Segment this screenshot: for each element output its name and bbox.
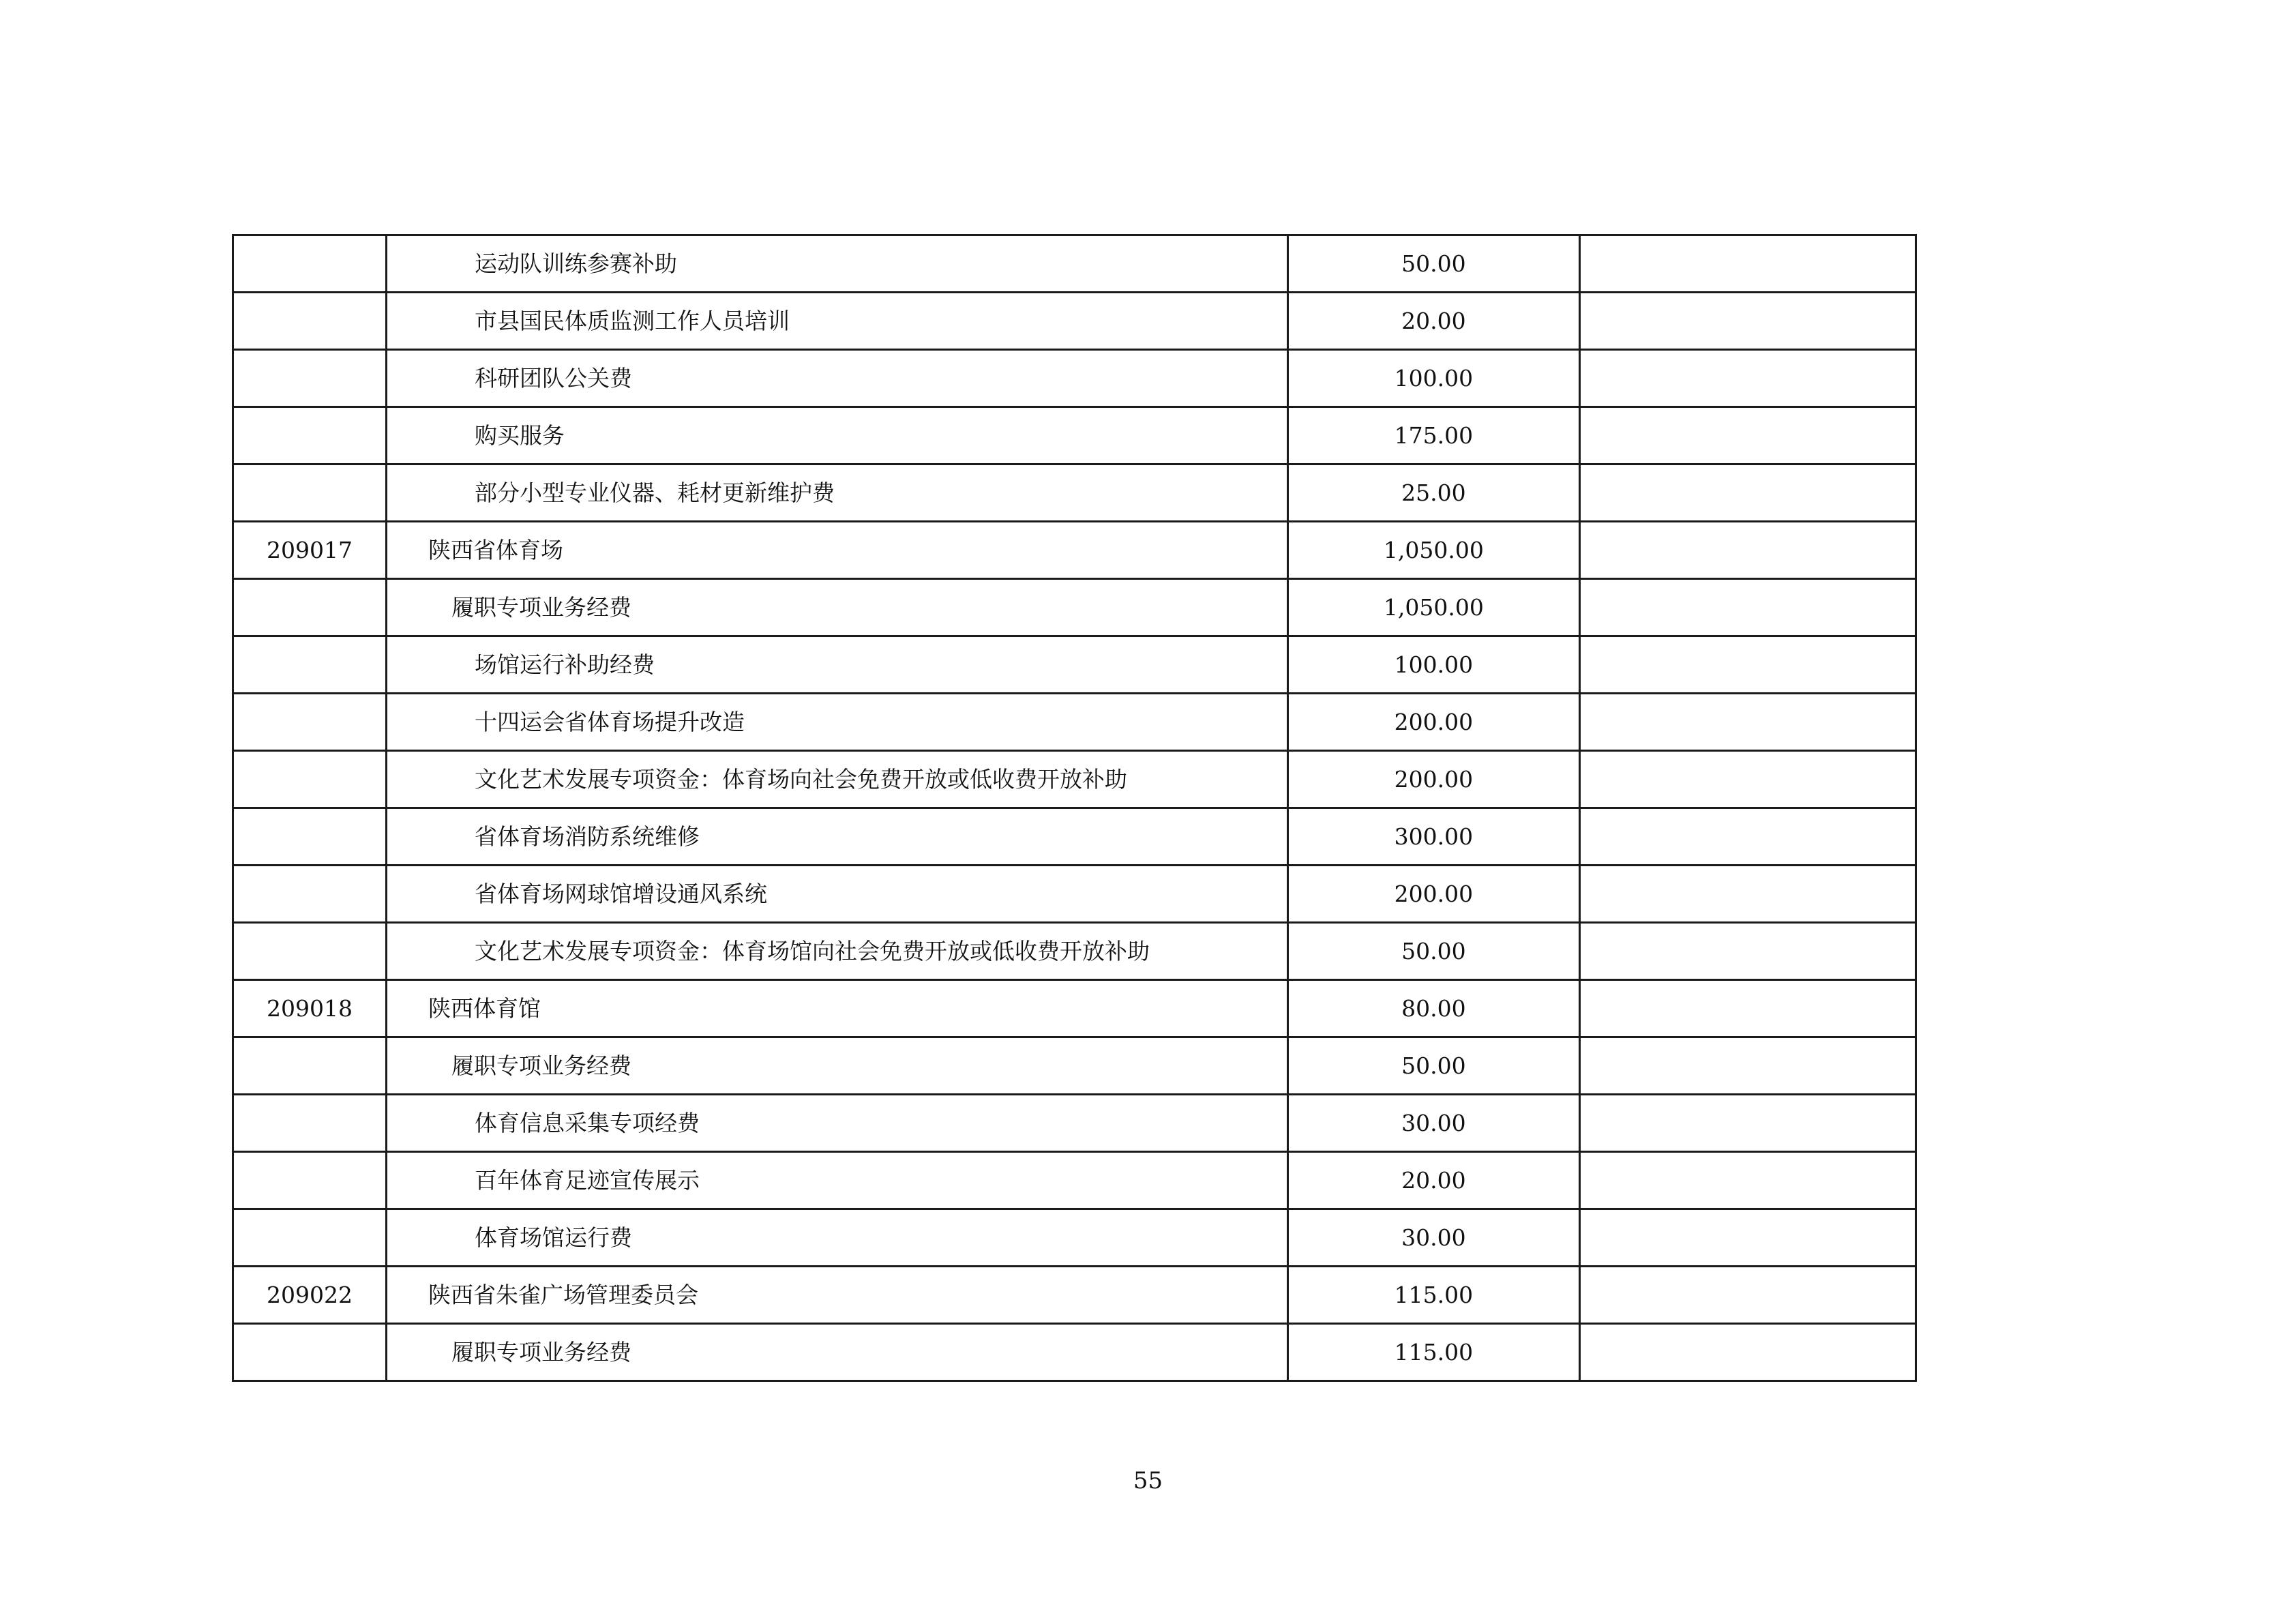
amount-cell: 100.00 [1287, 350, 1579, 407]
note-cell [1579, 1152, 1915, 1209]
table-row [233, 923, 1916, 980]
table-row [233, 1152, 1916, 1209]
account-code-cell [233, 808, 387, 866]
note-cell [1579, 1209, 1915, 1267]
table-row [233, 293, 1916, 350]
account-code-cell [233, 350, 387, 407]
account-code-cell [233, 1095, 387, 1152]
item-name-cell: 运动队训练参赛补助 [387, 235, 1288, 293]
amount-cell: 80.00 [1287, 980, 1579, 1037]
table-row [233, 980, 1916, 1037]
note-cell [1579, 579, 1915, 636]
note-cell [1579, 522, 1915, 579]
amount-cell: 175.00 [1287, 407, 1579, 464]
note-cell [1579, 350, 1915, 407]
item-name-cell: 百年体育足迹宣传展示 [387, 1152, 1288, 1209]
table-row [233, 1209, 1916, 1267]
account-code-cell [233, 1209, 387, 1267]
table-row [233, 350, 1916, 407]
item-name-cell: 履职专项业务经费 [387, 1324, 1288, 1381]
table-row [233, 522, 1916, 579]
item-name-cell: 履职专项业务经费 [387, 579, 1288, 636]
note-cell [1579, 235, 1915, 293]
item-name-cell: 陕西体育馆 [387, 980, 1288, 1037]
note-cell [1579, 636, 1915, 694]
account-code-cell [233, 1037, 387, 1095]
note-cell [1579, 694, 1915, 751]
table-row [233, 579, 1916, 636]
item-name-cell: 体育场馆运行费 [387, 1209, 1288, 1267]
note-cell [1579, 1267, 1915, 1324]
table-row [233, 235, 1916, 293]
item-name-cell: 省体育场消防系统维修 [387, 808, 1288, 866]
table-row [233, 751, 1916, 808]
note-cell [1579, 1037, 1915, 1095]
note-cell [1579, 980, 1915, 1037]
amount-cell: 25.00 [1287, 464, 1579, 522]
item-name-cell: 体育信息采集专项经费 [387, 1095, 1288, 1152]
note-cell [1579, 866, 1915, 923]
table-row [233, 694, 1916, 751]
amount-cell: 50.00 [1287, 923, 1579, 980]
note-cell [1579, 808, 1915, 866]
amount-cell: 1,050.00 [1287, 579, 1579, 636]
amount-cell: 30.00 [1287, 1095, 1579, 1152]
note-cell [1579, 751, 1915, 808]
item-name-cell: 十四运会省体育场提升改造 [387, 694, 1288, 751]
account-code-cell [233, 235, 387, 293]
amount-cell: 20.00 [1287, 293, 1579, 350]
item-name-cell: 部分小型专业仪器、耗材更新维护费 [387, 464, 1288, 522]
item-name-cell: 购买服务 [387, 407, 1288, 464]
amount-cell: 115.00 [1287, 1267, 1579, 1324]
account-code-cell [233, 293, 387, 350]
amount-cell: 50.00 [1287, 235, 1579, 293]
table-body [233, 235, 1916, 1381]
note-cell [1579, 1324, 1915, 1381]
table-row [233, 866, 1916, 923]
table-row [233, 407, 1916, 464]
item-name-cell: 市县国民体质监测工作人员培训 [387, 293, 1288, 350]
note-cell [1579, 923, 1915, 980]
table-row [233, 1324, 1916, 1381]
account-code-cell: 209018 [233, 980, 387, 1037]
table-row [233, 1037, 1916, 1095]
item-name-cell: 陕西省朱雀广场管理委员会 [387, 1267, 1288, 1324]
account-code-cell [233, 1324, 387, 1381]
amount-cell: 115.00 [1287, 1324, 1579, 1381]
table-row [233, 1267, 1916, 1324]
amount-cell: 200.00 [1287, 866, 1579, 923]
item-name-cell: 文化艺术发展专项资金：体育场向社会免费开放或低收费开放补助 [387, 751, 1288, 808]
amount-cell: 200.00 [1287, 751, 1579, 808]
account-code-cell [233, 751, 387, 808]
account-code-cell [233, 923, 387, 980]
account-code-cell [233, 694, 387, 751]
amount-cell: 1,050.00 [1287, 522, 1579, 579]
note-cell [1579, 293, 1915, 350]
item-name-cell: 省体育场网球馆增设通风系统 [387, 866, 1288, 923]
account-code-cell: 209017 [233, 522, 387, 579]
table-row [233, 636, 1916, 694]
note-cell [1579, 407, 1915, 464]
amount-cell: 200.00 [1287, 694, 1579, 751]
item-name-cell: 文化艺术发展专项资金：体育场馆向社会免费开放或低收费开放补助 [387, 923, 1288, 980]
budget-table [232, 234, 1917, 1382]
amount-cell: 300.00 [1287, 808, 1579, 866]
amount-cell: 100.00 [1287, 636, 1579, 694]
account-code-cell [233, 636, 387, 694]
item-name-cell: 履职专项业务经费 [387, 1037, 1288, 1095]
account-code-cell [233, 407, 387, 464]
amount-cell: 30.00 [1287, 1209, 1579, 1267]
item-name-cell: 陕西省体育场 [387, 522, 1288, 579]
note-cell [1579, 464, 1915, 522]
note-cell [1579, 1095, 1915, 1152]
item-name-cell: 科研团队公关费 [387, 350, 1288, 407]
account-code-cell [233, 866, 387, 923]
table-row [233, 1095, 1916, 1152]
amount-cell: 20.00 [1287, 1152, 1579, 1209]
account-code-cell [233, 579, 387, 636]
amount-cell: 50.00 [1287, 1037, 1579, 1095]
table-row [233, 808, 1916, 866]
item-name-cell: 场馆运行补助经费 [387, 636, 1288, 694]
account-code-cell [233, 464, 387, 522]
account-code-cell [233, 1152, 387, 1209]
account-code-cell: 209022 [233, 1267, 387, 1324]
page-number: 55 [1133, 1467, 1163, 1494]
table-row [233, 464, 1916, 522]
